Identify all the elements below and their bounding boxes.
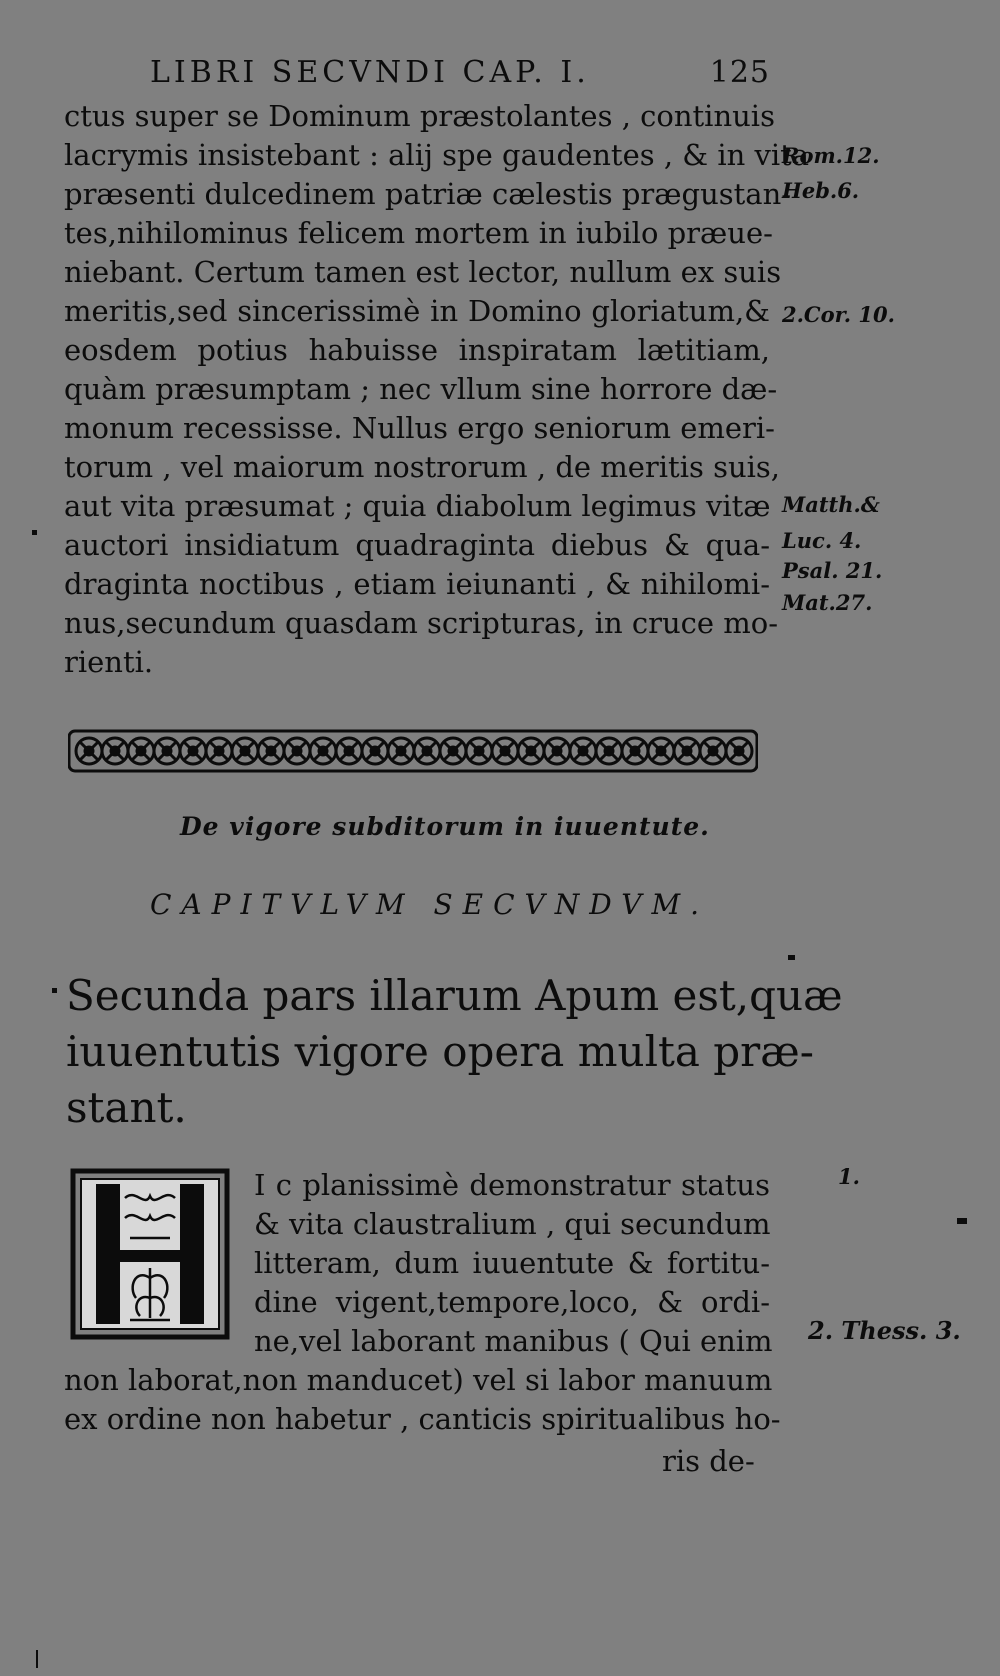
section-title: De vigore subditorum in iuuentute. — [180, 812, 710, 841]
text-line: tes,nihilominus felicem mortem in iubilo præue- — [64, 216, 773, 250]
running-header — [150, 55, 770, 95]
margin-note: Matth.& — [782, 492, 880, 517]
ink-speck — [32, 530, 37, 535]
heading-line: Secunda pars illarum Apum est,quæ — [66, 971, 843, 1020]
ink-speck — [788, 955, 795, 960]
running-title: LIBRI SECVNDI CAP. I. — [150, 55, 590, 90]
catchword: ris de- — [662, 1444, 755, 1478]
text-line: draginta noctibus , etiam ieiunanti , & nihilomi- — [64, 567, 770, 601]
margin-note: Mat.27. — [782, 590, 873, 615]
paragraph-opening — [64, 1166, 781, 1439]
heading-line: iuuentutis vigore opera multa præ- — [66, 1027, 814, 1076]
paragraph-continued — [64, 97, 810, 682]
text-line: præsenti dulcedinem patriæ cælestis prægustan- — [64, 177, 792, 211]
text-line: dine vigent,tempore,loco, & ordi- — [254, 1285, 770, 1319]
text-line: non laborat,non manducet) vel si labor manuum — [64, 1363, 773, 1397]
text-line: eosdem potius habuisse inspiratam lætitiam, — [64, 333, 770, 367]
text-line: ne,vel laborant manibus ( Qui enim — [254, 1324, 773, 1358]
text-line: I c planissimè demonstratur status — [254, 1168, 770, 1202]
text-line: nus,secundum quasdam scripturas, in cruce mo- — [64, 606, 778, 640]
chapter-heading: CAPITVLVM SECVNDVM. — [150, 888, 710, 921]
ink-speck — [957, 1218, 967, 1224]
text-line: rienti. — [64, 645, 154, 679]
margin-note: Rom.12. — [782, 143, 880, 168]
text-line: & vita claustralium , qui secundum — [254, 1207, 771, 1241]
text-line: torum , vel maiorum nostrorum , de meritis suis, — [64, 450, 781, 484]
text-line: lacrymis insistebant : alij spe gaudentes , & in vita — [64, 138, 810, 172]
text-line: litteram, dum iuuentute & fortitu- — [254, 1246, 770, 1280]
margin-note: Heb.6. — [782, 178, 860, 203]
page-number: 125 — [709, 55, 770, 90]
ornamental-band-icon — [68, 728, 758, 774]
margin-note: 2.Cor. 10. — [782, 302, 895, 327]
chapter-summary-heading — [66, 968, 843, 1136]
margin-note: Psal. 21. — [782, 558, 883, 583]
ink-speck — [52, 988, 57, 993]
text-line: niebant. Certum tamen est lector, nullum ex suis — [64, 255, 782, 289]
text-line: auctori insidiatum quadraginta diebus & qua- — [64, 528, 770, 562]
ink-speck — [36, 1650, 38, 1668]
text-line: meritis,sed sincerissimè in Domino gloriatum,& — [64, 294, 770, 328]
text-line: ctus super se Dominum præstolantes , continuis — [64, 99, 775, 133]
heading-line: stant. — [66, 1083, 187, 1132]
margin-note: 1. — [838, 1164, 860, 1189]
margin-note: 2. Thess. 3. — [808, 1316, 961, 1345]
margin-note: Luc. 4. — [782, 528, 862, 553]
text-line: ex ordine non habetur , canticis spiritualibus ho- — [64, 1402, 781, 1436]
text-line: quàm præsumptam ; nec vllum sine horrore dæ- — [64, 372, 778, 406]
text-line: aut vita præsumat ; quia diabolum legimus vitæ — [64, 489, 771, 523]
text-line: monum recessisse. Nullus ergo seniorum emeri- — [64, 411, 775, 445]
